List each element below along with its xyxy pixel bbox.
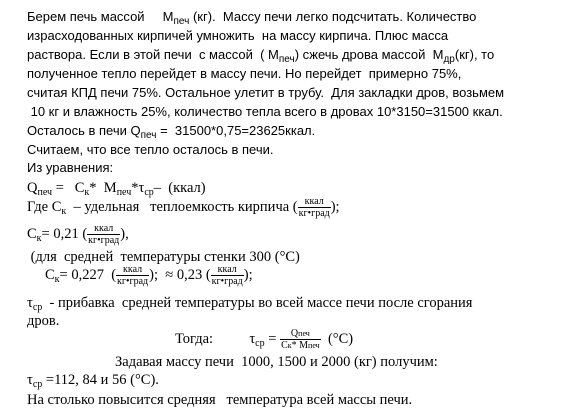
text-line-9: Из уравнения: <box>27 160 114 175</box>
text-line-4: полученное тепло перейдет в массу печи. Но перейдет примерно 75%, <box>27 66 462 81</box>
definition-tau: $\tau_{ср}$ - прибавка средней температуры во всей массе печи после сгорания <box>27 295 473 313</box>
result-values: $\tau_{ср} =112$, 84 и 56 (°C). <box>27 372 159 390</box>
equation-tau: Тогда: $\tau_{ср}$ = $\frac{\text{Qпеч}}{\text{Cк* Mпеч}}$ (°C) <box>175 328 354 351</box>
unit-fraction: $\frac{\text{ккал}}{\text{кг•град}}$ <box>211 264 243 287</box>
mass-assumption: Задавая массу печи 1000, 1500 и 2000 (кг) получим: <box>115 354 438 370</box>
text-line-3: раствора. Если в этой печи с массой ( $M_{печ}$) сжечь дрова массой $M_{др}(кг)$, то <box>27 47 495 65</box>
temperature-note: (для средней температуры стенки 300 (°C) <box>27 249 300 265</box>
conclusion: На столько повысится средняя температура всей массы печи. <box>27 392 413 408</box>
value-ck-0227: $C_к= 0,227$ ( $\frac{\text{ккал}}{\text{кг•град}}$ ); ≈ 0,23 ( $\frac{\text{ккал}}{\text{кг•град}}$ ); <box>45 264 253 287</box>
definition-tau-cont: дров. <box>27 313 60 329</box>
text-line-2: израсходованных кирпичей умножить на массу кирпича. Плюс масса <box>27 28 449 43</box>
unit-fraction: $\frac{\text{ккал}}{\text{кг•град}}$ <box>88 223 120 246</box>
equation-heat: $Q_{печ} = C_к*$ $M_{печ}*\tau_{ср}-$ (ккал) <box>27 180 206 198</box>
text-line-6: 10 кг и влажность 25%, количество тепла всего в дровах 10*3150=31500 ккал. <box>27 104 503 119</box>
tau-fraction: $\frac{\text{Qпеч}}{\text{Cк* Mпеч}}$ <box>281 328 320 351</box>
text-line-1: Берем печь массой $M_{печ}$ (кг). Массу печи легко подсчитать. Количество <box>27 9 477 27</box>
definition-ck: Где $C_к$ – удельная теплоемкость кирпича ( $\frac{\text{ккал}}{\text{кг•град}}$ ); <box>27 196 340 219</box>
unit-fraction: $\frac{\text{ккал}}{\text{кг•град}}$ <box>298 196 330 219</box>
text-line-8: Считаем, что все тепло осталось в печи. <box>27 142 274 157</box>
unit-fraction: $\frac{\text{ккал}}{\text{кг•град}}$ <box>117 264 149 287</box>
text-line-5: считая КПД печи 75%. Остальное улетит в трубу. Для закладки дров, возьмем <box>27 85 505 100</box>
text-line-7: Осталось в печи $Q_{печ}$ = 31500*0,75=23625ккал. <box>27 123 316 141</box>
value-ck-021: $C_к= 0,21$ ( $\frac{\text{ккал}}{\text{кг•град}}$ ), <box>27 223 129 246</box>
